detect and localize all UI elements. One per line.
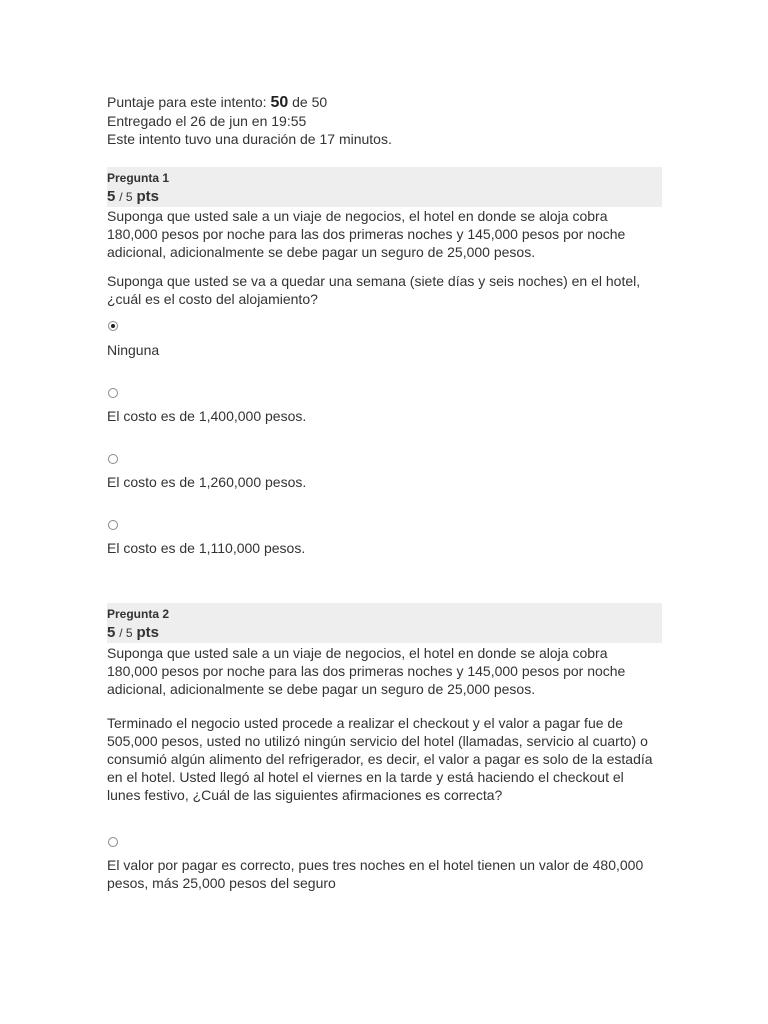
answer-option-label: El costo es de 1,110,000 pesos. <box>107 540 306 556</box>
points-unit: pts <box>136 188 159 205</box>
answer-radio[interactable] <box>108 454 118 464</box>
points-possible: / 5 <box>119 190 133 204</box>
question-text: Suponga que usted sale a un viaje de negocios, el hotel en donde se aloja cobra 180,000 pesos por noche para las dos primeras noches y 145,000 pesos por noche adicional, adicionalmente se debe pagar un seguro de 25,000 pesos. <box>107 645 626 697</box>
answer-option-label: Ninguna <box>107 342 160 358</box>
answer-radio[interactable] <box>108 837 118 847</box>
answer-option-label: El costo es de 1,260,000 pesos. <box>107 474 307 490</box>
attempt-summary <box>107 93 392 148</box>
question-points <box>107 188 159 205</box>
answer-radio-selected[interactable] <box>108 321 118 331</box>
answer-radio[interactable] <box>108 520 118 530</box>
points-earned: 5 <box>107 624 116 641</box>
score-total: de 50 <box>292 94 328 110</box>
answer-option-label: El valor por pagar es correcto, pues tres noches en el hotel tienen un valor de 480,000 pesos, más 25,000 pesos del seguro <box>107 857 644 891</box>
score-value: 50 <box>270 94 289 111</box>
question-1-header <box>107 167 662 207</box>
submitted-date: Entregado el 26 de jun en 19:55 <box>107 113 307 129</box>
question-2-header <box>107 603 662 643</box>
answer-option-label: El costo es de 1,400,000 pesos. <box>107 408 307 424</box>
question-text: Suponga que usted se va a quedar una semana (siete días y seis noches) en el hotel, ¿cuál es el costo del alojamiento? <box>107 273 641 307</box>
score-label: Puntaje para este intento: <box>107 94 267 110</box>
points-earned: 5 <box>107 188 116 205</box>
points-unit: pts <box>136 624 159 641</box>
question-points <box>107 624 159 641</box>
question-text: Terminado el negocio usted procede a realizar el checkout y el valor a pagar fue de 505,000 pesos, usted no utilizó ningún servicio del hotel (llamadas, servicio al cuarto) o consumió algún alimento del refrigerador, es decir, el valor a pagar es solo de la estadía en el hotel. Usted llegó al hotel el viernes en la tarde y está haciendo el checkout el lunes festivo, ¿Cuál de las siguientes afirmaciones es correcta? <box>107 715 653 803</box>
attempt-duration: Este intento tuvo una duración de 17 minutos. <box>107 131 392 147</box>
score-line <box>107 93 392 112</box>
points-possible: / 5 <box>119 626 133 640</box>
question-title: Pregunta 2 <box>107 607 170 621</box>
question-text: Suponga que usted sale a un viaje de negocios, el hotel en donde se aloja cobra 180,000 pesos por noche para las dos primeras noches y 145,000 pesos por noche adicional, adicionalmente se debe pagar un seguro de 25,000 pesos. <box>107 208 626 260</box>
question-title: Pregunta 1 <box>107 171 170 185</box>
answer-radio[interactable] <box>108 388 118 398</box>
